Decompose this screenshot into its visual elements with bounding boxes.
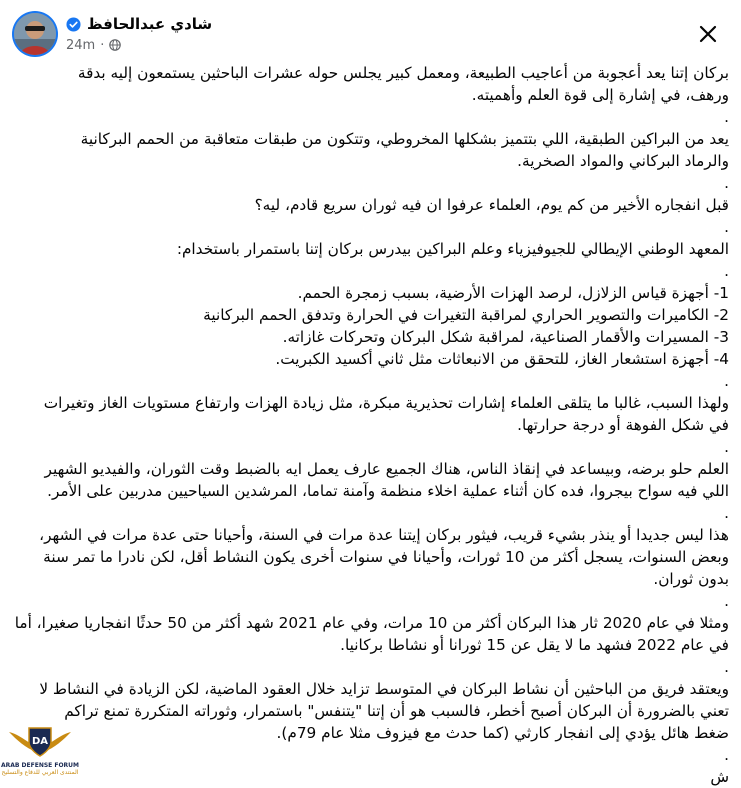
post-paragraph (12, 128, 729, 172)
paragraph-separator: . (724, 746, 729, 764)
post-line: ورهف، في إشارة إلى قوة العلم وأهميته. (471, 86, 729, 104)
paragraph-separator: . (724, 262, 729, 280)
post-line: ولهذا السبب، غالبا ما يتلقى العلماء إشارات تحذيرية مبكرة، مثل زيادة الهزات وارتفاع مستويات الغاز وتغيرات (43, 394, 729, 412)
paragraph-separator: . (724, 174, 729, 192)
post-line: في شكل الفوهة أو درجة حرارتها. (517, 416, 729, 434)
post-line: يعد من البراكين الطبقية، اللي بتتميز بشكلها المخروطي، وتتكون من طبقات متعاقبة من الحمم البركانية (80, 130, 729, 148)
post-paragraph (12, 392, 729, 436)
post-line: 1- أجهزة قياس الزلازل، لرصد الهزات الأرضية، بسبب زمجرة الحمم. (297, 284, 729, 302)
author-avatar[interactable] (14, 13, 56, 55)
verified-badge-icon (66, 17, 81, 32)
post-line: والرماد البركاني والمواد الصخرية. (517, 152, 729, 170)
post-line: 4- أجهزة استشعار الغاز، للتحقق من الانبعاثات مثل ثاني أكسيد الكبريت. (275, 350, 729, 368)
post-paragraph (12, 282, 729, 370)
post-line: ش (710, 768, 729, 786)
post-line: بدون ثوران. (653, 570, 729, 588)
paragraph-separator: . (724, 592, 729, 610)
post-paragraph (12, 612, 729, 656)
paragraph-separator: . (724, 372, 729, 390)
post-line: اللي فيه سواح بيجروا، فده كان أثناء عملية اخلاء منظمة وآمنة تماما، المرشدين السياحيين مدربين على الأمر. (47, 482, 729, 500)
post-line: ويعتقد فريق من الباحثين أن نشاط البركان في المتوسط تزايد خلال العقود الماضية، لكن الزيادة في النشاط لا (39, 680, 729, 698)
post-line: بركان إتنا يعد أعجوبة من أعاجيب الطبيعة، ومعمل كبير يجلس حوله عشرات الباحثين يستمعون إليه بدقة (77, 64, 729, 82)
post-paragraph (12, 194, 729, 216)
post-meta (66, 36, 121, 54)
post-paragraph (12, 766, 729, 788)
post-paragraph (12, 62, 729, 106)
paragraph-separator: . (724, 218, 729, 236)
paragraph-separator: . (724, 108, 729, 126)
close-icon (699, 25, 717, 43)
post-line: 2- الكاميرات والتصوير الحراري لمراقبة التغيرات في الحرارة وتدفق الحمم البركانية (203, 306, 729, 324)
watermark-line-1: ARAB DEFENSE FORUM (0, 762, 80, 769)
close-button[interactable] (690, 16, 726, 52)
post-line: 3- المسيرات والأقمار الصناعية، لمراقبة شكل البركان وتحركات غازاته. (282, 328, 729, 346)
post-line: ضغط هائل يؤدي إلى انفجار كارثي (كما حدث مع فيزوف مثلا عام 79م). (276, 724, 729, 742)
logo-initials: DA (31, 736, 49, 747)
watermark-line-2: المنتدى العربي للدفاع والتسليح (1, 769, 79, 776)
post-header (0, 0, 741, 66)
post-line: هذا ليس جديدا أو ينذر بشيء قريب، فيثور بركان إيتنا عدة مرات في السنة، وأحيانا حتى عدة مرات في الشهر، (39, 526, 729, 544)
post-time[interactable]: 24m (66, 37, 96, 53)
post-body (12, 62, 729, 788)
author-row (66, 12, 266, 36)
paragraph-separator: . (724, 438, 729, 456)
post-line: وبعض السنوات، يسجل أكثر من 10 ثورات، وأحيانا في سنوات أخرى يكون النشاط أقل، لكن نادرا ما تمر سنة (43, 548, 729, 566)
meta-separator: · (100, 37, 105, 53)
post-paragraph (12, 458, 729, 502)
paragraph-separator: . (724, 504, 729, 522)
post-paragraph (12, 678, 729, 744)
globe-icon (109, 39, 121, 51)
post-line: قبل انفجاره الأخير من كم يوم، العلماء عرفوا ان فيه ثوران سريع قادم، ليه؟ (254, 196, 729, 214)
post-paragraph (12, 524, 729, 590)
avatar-photo-icon (14, 13, 56, 55)
forum-watermark (0, 718, 80, 782)
post-line: العلم حلو برضه، وبيساعد في إنقاذ الناس، هناك الجميع عارف يعمل ايه بالضبط وقت الثوران، والفيديو الشهير (44, 460, 729, 478)
forum-logo-icon (7, 718, 73, 762)
post-paragraph (12, 238, 729, 260)
paragraph-separator: . (724, 658, 729, 676)
post-line: تعني بالضرورة أن البركان أصبح أخطر، فالسبب هو أن إتنا "يتنفس" باستمرار، وثوراته المتكررة تمنع تراكم (64, 702, 729, 720)
post-line: ومثلا في عام 2020 ثار هذا البركان أكثر من 10 مرات، وفي عام 2021 شهد أكثر من 50 حدثًا انفجاريا صغيرا، أما (14, 614, 729, 632)
author-name[interactable]: شادي عبدالحافظ (87, 15, 213, 33)
post-line: المعهد الوطني الإيطالي للجيوفيزياء وعلم البراكين بيدرس بركان إتنا باستمرار باستخدام: (176, 240, 729, 258)
post-line: في عام 2022 فشهد ما لا يقل عن 15 ثورانا أو نشاطا بركانيا. (340, 636, 729, 654)
